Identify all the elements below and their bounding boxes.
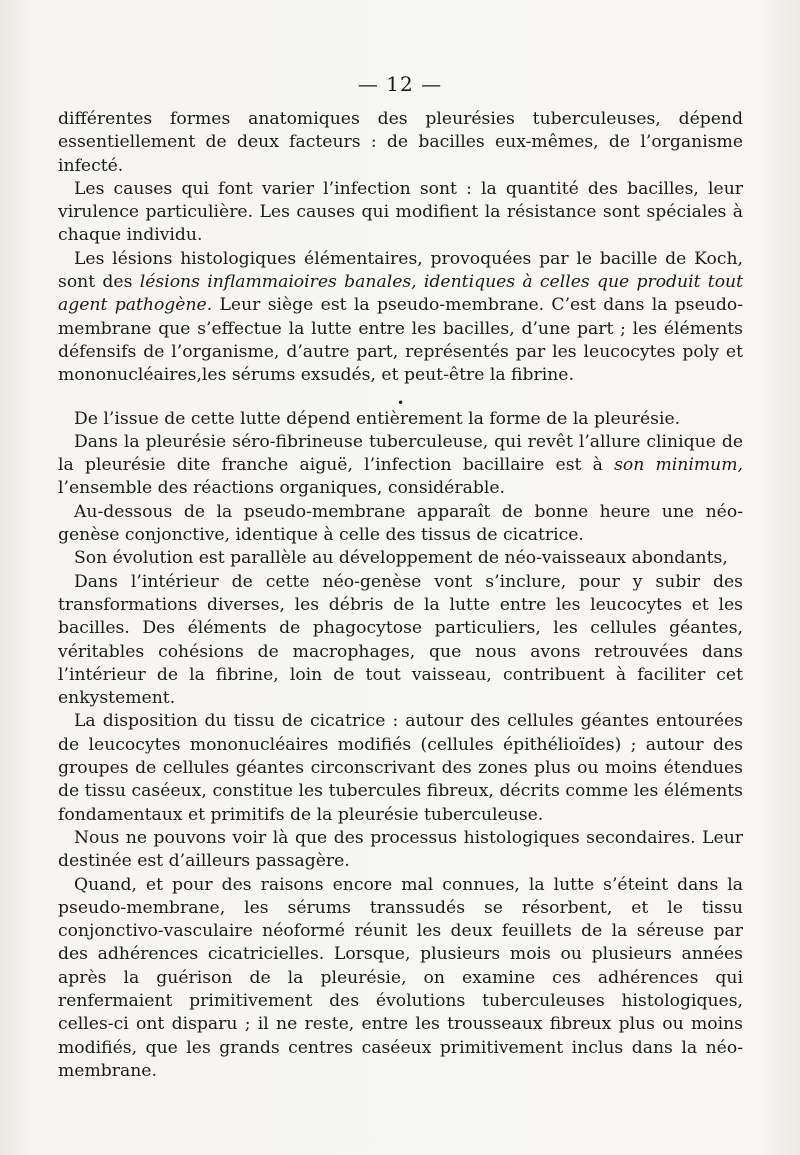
paragraph (58, 248, 743, 388)
italic-phrase: son minimum, (614, 455, 743, 476)
paragraph: Son évolution est parallèle au développement de néo-vaisseaux abondants, (74, 548, 728, 569)
paragraph: Les causes qui font varier l’infection sont : la quantité des bacilles, leur virulence particulière. Les causes qui modifient la résistance sont spéciales à chaque individu. (58, 178, 743, 246)
paragraph: Dans l’intérieur de cette néo-genèse vont s’inclure, pour y subir des transformations diverses, les débris de la lutte entre les leucocytes et les bacilles. Des éléments de phagocytose particuliers, les cellules géantes, véritables cohésions de macrophages, que nous avons retrouvées dans l’intérieur de la fibrine, loin de tout vaisseau, contribuent à faciliter cet enkystement. (58, 571, 743, 709)
paragraph-text: l’ensemble des réactions organiques, considérable. (58, 478, 505, 499)
paragraph: Nous ne pouvons voir là que des processus histologiques secondaires. Leur destinée est d’ailleurs passagère. (58, 827, 743, 872)
paragraph: De l’issue de cette lutte dépend entièrement la forme de la pleurésie. (74, 408, 681, 429)
paragraph (58, 431, 743, 501)
paragraph-text: Leur siège est la pseudo-membrane. C’est dans la pseudo-membrane que s’effectue la lutte entre les bacilles, d’une part ; les éléments défensifs de l’organisme, d’autre part, représentés par les leucocytes poly et mononucléaires,les sérums exsudés, et peut-être la fibrine. (58, 295, 743, 386)
body-text (58, 108, 743, 1083)
paragraph-text: Les lésions histologiques élémentaires, provoquées par le bacille de Koch, sont des (58, 248, 743, 293)
italic-phrase: lésions inflammaioires banales, identiques à celles que produit tout agent pathogène. (58, 272, 744, 316)
paragraph: Au-dessous de la pseudo-membrane apparaît de bonne heure une néo-genèse conjonctive, identique à celle des tissus de cicatrice. (58, 501, 743, 546)
paragraph: Quand, et pour des raisons encore mal connues, la lutte s’éteint dans la pseudo-membrane, les sérums transsudés se résorbent, et le tissu conjonctivo-vasculaire néoformé réunit les deux feuillets de la séreuse par des adhérences cicatricielles. Lorsque, plusieurs mois ou plusieurs années après la guérison de la pleurésie, on examine ces adhérences qui renfermaient primitivement des évolutions tuberculeuses histologiques, celles-ci ont disparu ; il ne reste, entre les trousseaux fibreux plus ou moins modifiés, que les grands centres caséeux primitivement inclus dans la néo-membrane. (58, 874, 743, 1081)
paragraph: différentes formes anatomiques des pleurésies tuberculeuses, dépend essentiellement de deux facteurs : de bacilles eux-mêmes, de l’organisme infecté. (58, 109, 743, 176)
page-number: — 12 — (357, 72, 443, 96)
paragraph-text: Dans la pleurésie séro-fibrineuse tuberculeuse, qui revêt l’allure clinique de la pleurésie dite franche aiguë, l’infection bacillaire est à (58, 431, 743, 476)
paragraph: La disposition du tissu de cicatrice : autour des cellules géantes entourées de leucocytes mononucléaires modifiés (cellules épithélioïdes) ; autour des groupes de cellules géantes circonscrivant des zones plus ou moins étendues de tissu caséeux, constitue les tubercules fibreux, décrits comme les éléments fondamentaux et primitifs de la pleurésie tuberculeuse. (58, 711, 743, 825)
separator-dot: • (396, 395, 405, 410)
